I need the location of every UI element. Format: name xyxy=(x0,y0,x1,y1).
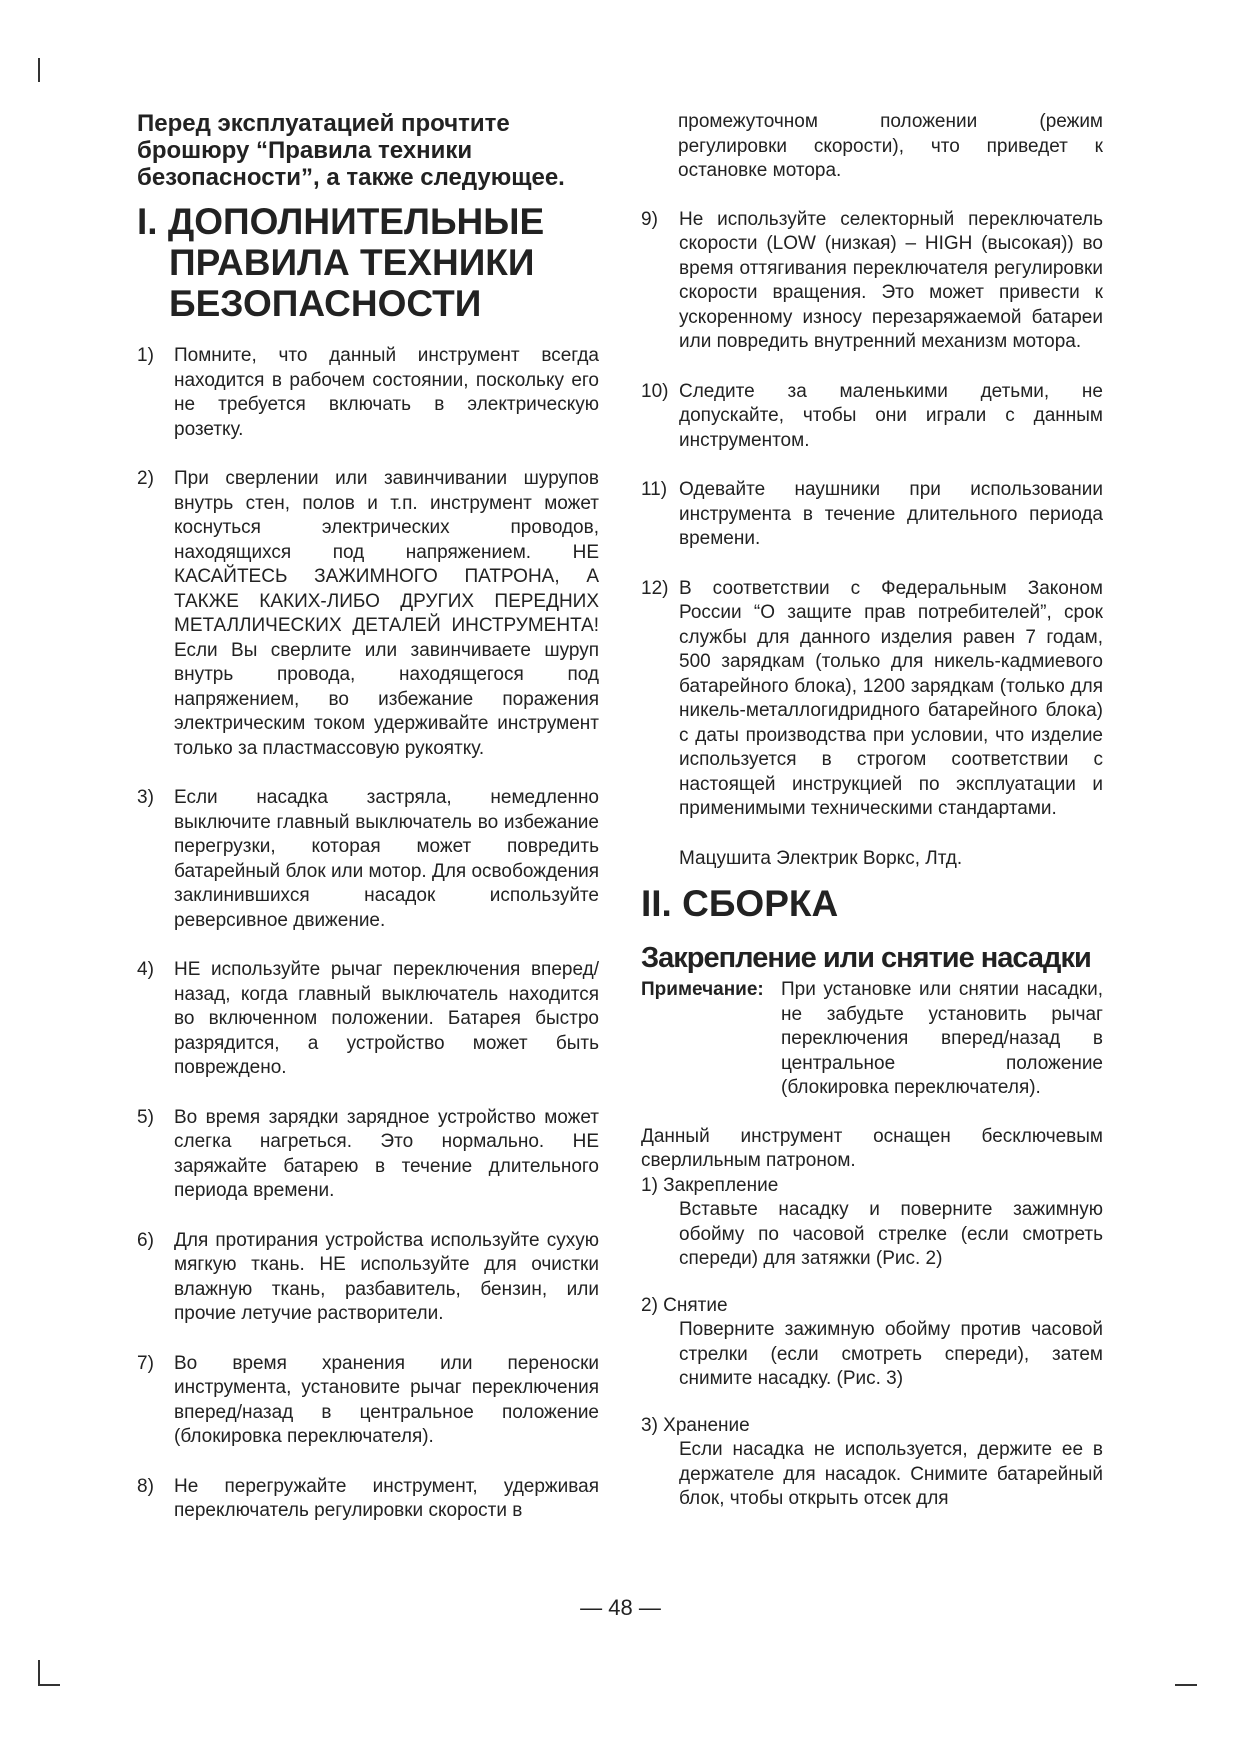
rule-text: Помните, что данный инструмент всегда находится в рабочем состоянии, поскольку его не требуется включать в электрическую розетку. xyxy=(174,345,599,440)
section1-title xyxy=(137,201,599,324)
rule-number: 7) xyxy=(137,1352,154,1374)
rule-text: Во время хранения или переноски инструмента, установите рычаг переключения вперед/назад в центральное положение (блокировка переключателя). xyxy=(174,1352,599,1447)
rule-number: 2) xyxy=(137,468,154,489)
rule-number: 12) xyxy=(641,577,669,599)
rule-item xyxy=(137,1106,599,1204)
rule-item xyxy=(137,344,599,442)
crop-mark-top-left xyxy=(38,58,40,82)
rule-number: 1) xyxy=(137,345,154,366)
intro-text: Перед эксплуатацией прочтите брошюру “Правила техники безопасности”, а также следующее. xyxy=(137,110,565,191)
rule-number: 4) xyxy=(137,959,154,980)
section1-title-line2: ПРАВИЛА ТЕХНИКИ xyxy=(169,242,535,283)
rule-text: Одевайте наушники при использовании инструмента в течение длительного периода времени. xyxy=(679,479,1103,549)
step-text: Поверните зажимную обойму против часовой стрелки (если смотреть спереди), затем снимите насадку. (Рис. 3) xyxy=(679,1319,1103,1389)
rule-item xyxy=(641,478,1103,552)
left-column xyxy=(137,110,599,1549)
rule-number: 10) xyxy=(641,380,669,402)
rule-item xyxy=(641,208,1103,355)
page-number: — 48 — xyxy=(580,1595,661,1620)
rule-number: 11) xyxy=(641,479,668,500)
rule-text: В соответствии с Федеральным Законом России “О защите прав потребителей”, срок службы для данного изделия равен 7 годам, 500 зарядкам (только для никель-кадмиевого батарейного блока), 1200 зарядкам (только для никель-металлогидридного батарейного блока) с даты производства при условии, что изделие используется в строгом соответствии с настоящей инструкцией по эксплуатации и применимыми техническими стандартами. xyxy=(679,577,1103,819)
rule-number: 9) xyxy=(641,208,658,230)
subsection-title: Закрепление или снятие насадки xyxy=(641,942,1091,974)
rule-text: Во время зарядки зарядное устройство может слегка нагреться. Это нормально. НЕ заряжайте батарею в течение длительного периода времени. xyxy=(174,1106,599,1201)
step-text: Если насадка не используется, держите ее в держателе для насадок. Снимите батарейный блок, чтобы открыть отсек для xyxy=(679,1439,1103,1509)
rule-text: Не перегружайте инструмент, удерживая переключатель регулировки скорости в xyxy=(174,1475,599,1521)
section1-title-line1: I. ДОПОЛНИТЕЛЬНЫЕ xyxy=(137,201,545,242)
step-text: Вставьте насадку и поверните зажимную обойму по часовой стрелке (если смотреть спереди) для затяжки (Рис. 2) xyxy=(679,1199,1103,1269)
section1-title-line3: БЕЗОПАСНОСТИ xyxy=(169,283,482,324)
rule-item xyxy=(641,577,1103,822)
rule-text: Следите за маленькими детьми, не допускайте, чтобы они играли с данным инструментом. xyxy=(679,380,1103,451)
step-title: 1) Закрепление xyxy=(641,1174,779,1196)
rule-item xyxy=(137,1475,599,1524)
manufacturer-signature: Мацушита Электрик Воркс, Лтд. xyxy=(679,847,963,869)
crop-mark-bottom-right xyxy=(1175,1684,1197,1686)
crop-mark-bottom-left-vertical xyxy=(38,1660,40,1686)
rule-item xyxy=(137,1352,599,1450)
note-label: Примечание: xyxy=(641,979,764,1000)
right-column xyxy=(641,110,1103,1534)
chuck-intro: Данный инструмент оснащен бесключевым сверлильным патроном. xyxy=(641,1125,1103,1171)
rule-number: 6) xyxy=(137,1229,154,1251)
crop-mark-bottom-left-horizontal xyxy=(38,1684,60,1686)
rule-item xyxy=(137,467,599,761)
rule-item xyxy=(137,958,599,1081)
rule-number: 3) xyxy=(137,787,154,808)
rule-item xyxy=(641,380,1103,454)
step-title: 2) Снятие xyxy=(641,1294,728,1316)
step-title: 3) Хранение xyxy=(641,1414,750,1436)
rule-text: При сверлении или завинчивании шурупов внутрь стен, полов и т.п. инструмент может коснуться электрических проводов, находящихся под напряжением. НЕ КАСАЙТЕСЬ ЗАЖИМНОГО ПАТРОНА, А ТАКЖЕ КАКИХ-ЛИБО ДРУГИХ ПЕРЕДНИХ МЕТАЛЛИЧЕСКИХ ДЕТАЛЕЙ ИНСТРУМЕНТА! Если Вы сверлите или завинчиваете шуруп внутрь провода, находящегося под напряжением, во избежание поражения электрическим током удерживайте инструмент только за пластмассовую рукоятку. xyxy=(174,468,599,759)
rule-number: 5) xyxy=(137,1106,154,1128)
rule-text: НЕ используйте рычаг переключения вперед/назад, когда главный выключатель находится во включенном положении. Батарея быстро разрядится, а устройство может быть повреждено. xyxy=(174,959,599,1078)
rule-text: Не используйте селекторный переключатель скорости (LOW (низкая) – HIGH (высокая)) во время оттягивания переключателя регулировки скорости вращения. Это может привести к ускоренному износу перезаряжаемой батареи или повредить внутренний механизм мотора. xyxy=(679,208,1103,352)
rule-item xyxy=(137,786,599,933)
rule-text: Если насадка застряла, немедленно выключите главный выключатель во избежание перегрузки, которая может повредить батарейный блок или мотор. Для освобождения заклинившихся насадок используйте реверсивное движение. xyxy=(174,787,599,931)
rule-number: 8) xyxy=(137,1475,154,1497)
section2-title: II. СБОРКА xyxy=(641,883,839,924)
note-text: При установке или снятии насадки, не забудьте установить рычаг переключения вперед/назад в центральное положение (блокировка переключателя). xyxy=(781,979,1103,1098)
rule-8-continuation: промежуточном положении (режим регулировки скорости), что приведет к остановке мотора. xyxy=(678,111,1103,181)
rule-item xyxy=(137,1229,599,1327)
note-block xyxy=(641,978,1103,1101)
rule-text: Для протирания устройства используйте сухую мягкую ткань. НЕ используйте для очистки влажную ткань, разбавитель, бензин, или прочие летучие растворители. xyxy=(174,1229,599,1324)
